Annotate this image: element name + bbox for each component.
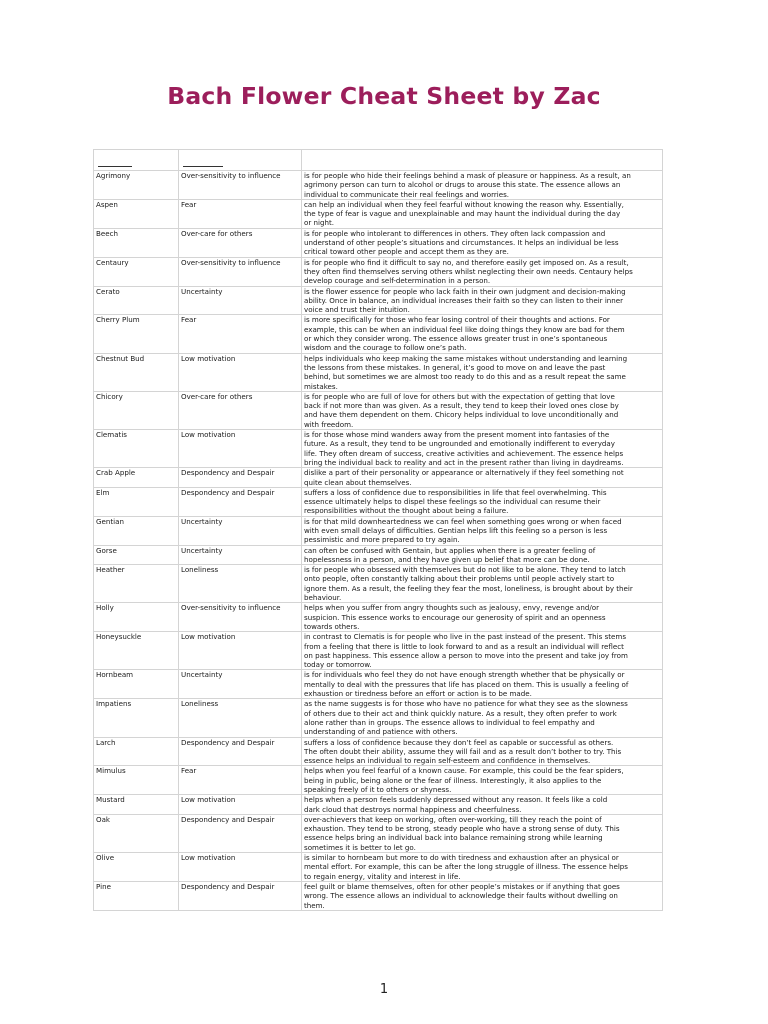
description-line: the lessons from these mistakes. In general, it’s good to move on and leave the past [304,362,606,372]
category-cell: Over-care for others [179,391,302,429]
description-line: feel guilt or blame themselves, often for other people’s mistakes or if anything that goes [304,881,620,891]
description-cell [302,766,663,795]
description-line: essence helps an individual to regain self-esteem and confidence in themselves. [304,756,591,766]
header-underline [98,166,132,167]
description-line: develop courage and self-determination in a person. [304,276,491,286]
description-line: is for people who intolerant to differences in others. They often lack compassion and [304,228,606,238]
description-cell [302,516,663,545]
category-cell: Uncertainty [179,286,302,315]
table-row [94,353,663,391]
category-cell: Low motivation [179,632,302,670]
table-row [94,737,663,766]
table-row [94,315,663,353]
description-line: ignore them. As a result, the feeling they fear the most, loneliness, is brought about by their [304,583,633,593]
description-line: hopelessness in a person, and they have given up belief that more can be done. [304,554,590,564]
description-cell [302,228,663,257]
table-row [94,853,663,882]
description-line: onto people, often constantly talking about their problems until people actively start to [304,574,615,584]
description-cell [302,603,663,632]
category-cell: Uncertainty [179,670,302,699]
description-line: is for individuals who feel they do not have enough strength whether that be physically or [304,670,625,680]
description-line: behind, but sometimes we are almost too ready to do this and as a result repeat the same [304,372,626,382]
category-cell: Over-sensitivity to influence [179,603,302,632]
description-line: being in public, being alone or the fear of illness. Interestingly, it also applies to the [304,775,602,785]
flower-name-cell: Impatiens [94,699,179,737]
description-line: is for people who obsessed with themselves but do not like to be alone. They tend to latch [304,565,626,575]
description-line: can often be confused with Gentain, but applies when there is a greater feeling of [304,545,596,555]
description-line: suffers a loss of confidence because they don’t feel as capable or successful as others. [304,737,614,747]
flower-name-cell: Mimulus [94,766,179,795]
description-line: or night. [304,218,335,228]
description-line: quite clean about themselves. [304,477,412,487]
header-cell-category [179,150,302,171]
description-line: essence ultimately helps to dispel these feelings so the individual can resume their [304,497,601,507]
table-row [94,468,663,488]
description-line: speaking freely of it to others or shyness. [304,785,452,794]
page-number: 1 [379,982,389,997]
category-cell: Low motivation [179,353,302,391]
flower-name-cell: Cerato [94,286,179,315]
description-line: suspicion. This essence works to encourage our generosity of spirit and an openness [304,612,606,622]
category-cell: Over-care for others [179,228,302,257]
description-line: example, this can be when an individual feel like doing things they know are bad for them [304,324,625,334]
description-line: suffers a loss of confidence due to responsibilities in life that feel overwhelming. This [304,487,607,497]
table-row [94,603,663,632]
description-line: is for those whose mind wanders away from the present moment into fantasies of the [304,430,610,440]
flower-name-cell: Mustard [94,795,179,815]
description-line: is similar to hornbeam but more to do with tiredness and exhaustion after an physical or [304,853,619,863]
category-cell: Despondency and Despair [179,814,302,852]
table-row [94,699,663,737]
description-line: back if not more than was given. As a result, they tend to keep their loved ones close by [304,401,619,411]
description-line: of others due to their act and think quickly nature. As a result, they often prefer to work [304,708,617,718]
category-cell: Low motivation [179,795,302,815]
flower-name-cell: Hornbeam [94,670,179,699]
table-header-row [94,150,663,171]
flower-name-cell: Cherry Plum [94,315,179,353]
description-line: ability. Once in balance, an individual increases their faith so they can listen to their inner [304,295,624,305]
description-line: as the name suggests is for those who have no patience for what they see as the slowness [304,699,628,709]
description-cell [302,699,663,737]
category-cell: Low motivation [179,853,302,882]
description-cell [302,199,663,228]
table-row [94,545,663,565]
flower-name-cell: Chestnut Bud [94,353,179,391]
flower-name-cell: Honeysuckle [94,632,179,670]
description-line: them. [304,900,325,910]
table-row [94,516,663,545]
flower-name-cell: Holly [94,603,179,632]
table-row [94,199,663,228]
table-row [94,670,663,699]
description-line: helps when you feel fearful of a known cause. For example, this could be the fear spiders, [304,766,624,776]
description-cell [302,487,663,516]
category-cell: Despondency and Despair [179,737,302,766]
page-title: Bach Flower Cheat Sheet by Zac [167,82,601,110]
table-row [94,814,663,852]
category-cell: Loneliness [179,565,302,603]
table-row [94,391,663,429]
flower-name-cell: Heather [94,565,179,603]
description-line: wisdom and the courage to follow one’s path. [304,343,467,353]
flower-name-cell: Clematis [94,430,179,468]
table-row [94,286,663,315]
description-line: exhaustion. They tend to be strong, steady people who have a strong sense of duty. This [304,824,620,834]
category-cell: Fear [179,315,302,353]
table-row [94,795,663,815]
category-cell: Uncertainty [179,545,302,565]
description-line: helps when you suffer from angry thoughts such as jealousy, envy, revenge and/or [304,603,600,613]
description-cell [302,315,663,353]
description-line: pessimistic and more prepared to try again. [304,535,460,545]
description-cell [302,881,663,910]
flower-name-cell: Oak [94,814,179,852]
table-row [94,632,663,670]
description-line: helps individuals who keep making the same mistakes without understanding and learning [304,353,628,363]
description-line: is the flower essence for people who lack faith in their own judgment and decision-making [304,286,626,296]
description-line: is more specifically for those who fear losing control of their thoughts and actions. For [304,315,610,325]
description-cell [302,353,663,391]
description-line: understanding of and patience with others. [304,727,458,737]
description-line: helps when a person feels suddenly depressed without any reason. It feels like a cold [304,795,608,805]
category-cell: Low motivation [179,430,302,468]
header-cell-name [94,150,179,171]
category-cell: Loneliness [179,699,302,737]
description-line: and have them dependent on them. Chicory helps individual to love unconditionally and [304,410,619,420]
description-line: wrong. The essence allows an individual to acknowledge their faults without dwelling on [304,891,618,901]
description-cell [302,737,663,766]
flower-name-cell: Aspen [94,199,179,228]
flower-name-cell: Centaury [94,257,179,286]
description-cell [302,257,663,286]
description-cell [302,545,663,565]
description-line: voice and trust their intuition. [304,305,410,315]
table-row [94,257,663,286]
description-line: critical toward other people and accept them as they are. [304,247,509,257]
description-line: over-achievers that keep on working, often over-working, till they reach the point of [304,814,602,824]
description-line: they often find themselves serving others whilst neglecting their own needs. Centaury helps [304,266,633,276]
description-cell [302,468,663,488]
description-line: is for people who hide their feelings behind a mask of pleasure or happiness. As a result, an [304,171,631,180]
category-cell: Fear [179,766,302,795]
description-line: individual to communicate their real feelings and worries. [304,189,510,199]
flower-name-cell: Olive [94,853,179,882]
description-line: is for that mild downheartedness we can feel when something goes wrong or when faced [304,516,622,526]
description-line: mistakes. [304,381,338,391]
flower-name-cell: Elm [94,487,179,516]
flower-name-cell: Crab Apple [94,468,179,488]
description-line: The often doubt their ability, assume they will fail and as a result don’t bother to try. This [304,746,622,756]
table-row [94,766,663,795]
table-row [94,171,663,200]
category-cell: Despondency and Despair [179,468,302,488]
table-row [94,430,663,468]
description-line: behaviour. [304,593,342,603]
description-line: or which they consider wrong. The essence allows greater trust in one’s spontaneous [304,334,608,344]
cheat-sheet-table [93,149,663,911]
flower-name-cell: Chicory [94,391,179,429]
category-cell: Uncertainty [179,516,302,545]
description-line: mentally to deal with the pressures that life has placed on them. This is usually a feeling of [304,679,629,689]
description-cell [302,632,663,670]
description-cell [302,171,663,200]
description-line: future. As a result, they tend to be ungrounded and emotionally indifferent to everyday [304,439,615,449]
flower-name-cell: Pine [94,881,179,910]
description-line: with even small delays of difficulties. Gentian helps lift this feeling so a person is less [304,525,608,535]
flower-name-cell: Gorse [94,545,179,565]
description-cell [302,565,663,603]
category-cell: Over-sensitivity to influence [179,257,302,286]
table-row [94,228,663,257]
description-line: responsibilities without the thought about being a failure. [304,506,509,516]
description-line: to regain energy, vitality and interest in life. [304,871,461,881]
header-cell-description [302,150,663,171]
description-line: dislike a part of their personality or appearance or alternatively if they feel something not [304,468,624,478]
description-line: on past happiness. This essence allow a person to move into the present and take joy from [304,650,628,660]
description-cell [302,814,663,852]
description-line: understand of other people’s situations and circumstances. It helps an individual be less [304,238,619,248]
flower-name-cell: Gentian [94,516,179,545]
category-cell: Despondency and Despair [179,487,302,516]
description-line: essence helps bring an individual back into balance remaining strong while learning [304,833,603,843]
description-line: alone rather than in groups. The essence allows to individual to feel empathy and [304,717,595,727]
description-cell [302,795,663,815]
description-line: sometimes it is better to let go. [304,842,416,852]
description-line: is for people who are full of love for others but with the expectation of getting that love [304,391,615,401]
flower-name-cell: Beech [94,228,179,257]
table-row [94,881,663,910]
description-line: mental effort. For example, this can be after the long struggle of illness. The essence helps [304,862,628,872]
flower-name-cell: Larch [94,737,179,766]
table-body [94,150,663,911]
description-line: agrimony person can turn to alcohol or drugs to arouse this state. The essence allows an [304,180,621,190]
description-line: exhaustion or tiredness before an effort or action is to be made. [304,689,532,699]
category-cell: Despondency and Despair [179,881,302,910]
description-line: bring the individual back to reality and act in the present rather than living in daydreams. [304,457,624,467]
description-line: from a feeling that there is little to look forward to and as a result an individual will reflect [304,641,624,651]
table-row [94,565,663,603]
description-cell [302,853,663,882]
description-cell [302,430,663,468]
description-line: with freedom. [304,419,354,429]
description-line: dark cloud that destroys normal happiness and cheerfulness. [304,804,522,814]
header-underline [183,166,223,167]
description-line: can help an individual when they feel fearful without knowing the reason why. Essentially, [304,199,624,209]
description-cell [302,286,663,315]
description-line: towards others. [304,621,360,631]
description-line: the type of fear is vague and unexplainable and may haunt the individual during the day [304,209,621,219]
table-row [94,487,663,516]
description-line: in contrast to Clematis is for people who live in the past instead of the present. This stems [304,632,627,642]
description-line: is for people who find it difficult to say no, and therefore easily get imposed on. As a result, [304,257,629,267]
category-cell: Over-sensitivity to influence [179,171,302,200]
flower-name-cell: Agrimony [94,171,179,200]
description-line: today or tomorrow. [304,660,372,670]
description-line: life. They often dream of success, creative activities and achievement. The essence helps [304,448,624,458]
description-cell [302,391,663,429]
category-cell: Fear [179,199,302,228]
description-cell [302,670,663,699]
